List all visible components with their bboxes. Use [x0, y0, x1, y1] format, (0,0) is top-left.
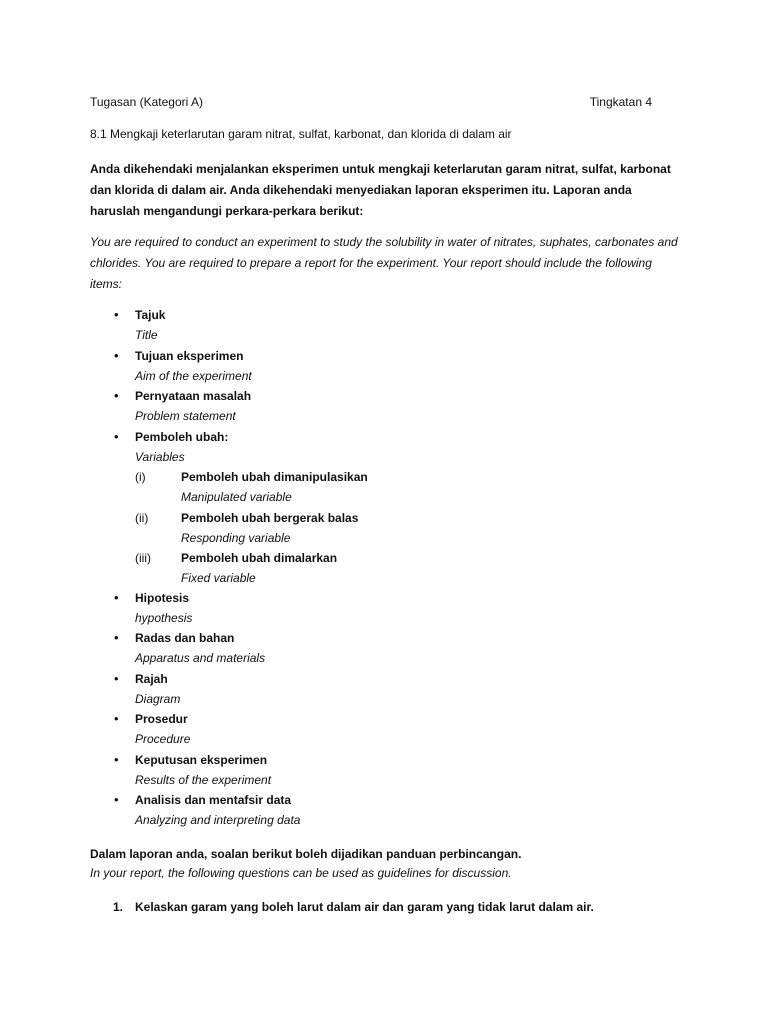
form-level: Tingkatan 4 [589, 95, 652, 109]
item-label-english: Diagram [135, 691, 181, 706]
item-label-english: Procedure [135, 732, 191, 746]
question-number: 1. [113, 900, 124, 914]
question-item [0, 899, 768, 919]
bullet-icon: • [114, 751, 119, 767]
item-label-english: Aim of the experiment [135, 368, 252, 383]
item-label-malay: Prosedur [135, 712, 188, 726]
list-item [0, 671, 768, 712]
page-header [90, 95, 652, 109]
subitem-label-malay: Pemboleh ubah bergerak balas [181, 510, 359, 525]
bullet-icon: • [114, 670, 119, 686]
item-label-malay: Hipotesis [135, 590, 190, 605]
item-label-malay: Radas dan bahan [135, 631, 235, 645]
subitem-label-english: Responding variable [181, 530, 291, 545]
subitem-label-english: Manipulated variable [181, 489, 292, 504]
list-item [0, 590, 768, 631]
item-label-english: hypothesis [135, 610, 193, 625]
item-label-english: Apparatus and materials [135, 651, 266, 665]
subitem-label-malay: Pemboleh ubah dimanipulasikan [181, 469, 368, 484]
list-item [0, 388, 768, 429]
variable-subitem [0, 469, 768, 509]
item-label-malay: Analisis dan mentafsir data [135, 793, 292, 807]
list-item [0, 307, 768, 348]
item-label-malay: Keputusan eksperimen [135, 752, 268, 767]
item-label-english: Results of the experiment [135, 772, 272, 787]
bullet-icon: • [114, 388, 119, 403]
bullet-icon: • [114, 792, 119, 807]
bullet-icon: • [114, 347, 119, 363]
instructions-english: You are required to conduct an experiment to study the solubility in water of nitrates, suphates, carbonates and chlorides. You are required to prepare a report for the experiment. Your report should include the following items: [90, 235, 678, 291]
item-label-english: Analyzing and interpreting data [135, 813, 301, 827]
bullet-icon: • [114, 589, 119, 605]
item-label-malay: Pernyataan masalah [135, 389, 252, 403]
list-item [0, 752, 768, 793]
item-label-malay: Rajah [135, 671, 168, 686]
subitem-number: (ii) [135, 510, 149, 525]
bullet-icon: • [114, 711, 119, 726]
item-label-malay: Tujuan eksperimen [135, 348, 244, 363]
list-item [0, 630, 768, 671]
item-label-english: Variables [135, 449, 185, 464]
subitem-number: (i) [135, 469, 146, 484]
discussion-intro-english: In your report, the following questions can be used as guidelines for discussion. [90, 866, 512, 880]
item-label-english: Title [135, 328, 158, 342]
variable-subitem [0, 510, 768, 550]
subitem-number: (iii) [135, 550, 151, 565]
item-label-malay: Tajuk [135, 308, 166, 322]
list-item [0, 711, 768, 752]
variable-subitem [0, 550, 768, 590]
subitem-label-malay: Pemboleh ubah dimalarkan [181, 550, 338, 565]
list-item [0, 348, 768, 389]
bullet-icon: • [114, 307, 119, 322]
bullet-icon: • [114, 630, 119, 645]
list-item [0, 792, 768, 833]
question-text: Kelaskan garam yang boleh larut dalam air dan garam yang tidak larut dalam air. [135, 900, 594, 914]
discussion-intro-malay: Dalam laporan anda, soalan berikut boleh dijadikan panduan perbincangan. [90, 847, 522, 861]
item-label-malay: Pemboleh ubah: [135, 429, 229, 444]
instructions-malay: Anda dikehendaki menjalankan eksperimen untuk mengkaji keterlarutan garam nitrat, sulfat, karbonat dan klorida di dalam air. Anda dikehendaki menyediakan laporan eksperimen itu. Laporan anda haruslah mengandungi perkara-perkara berikut: [90, 162, 671, 218]
bullet-icon: • [114, 428, 119, 444]
list-item-variables [0, 429, 768, 590]
task-title: 8.1 Mengkaji keterlarutan garam nitrat, sulfat, karbonat, dan klorida di dalam air [90, 127, 512, 141]
assignment-category: Tugasan (Kategori A) [90, 95, 203, 109]
item-label-english: Problem statement [135, 409, 236, 423]
report-items-list [0, 307, 768, 833]
subitem-label-english: Fixed variable [181, 570, 256, 585]
